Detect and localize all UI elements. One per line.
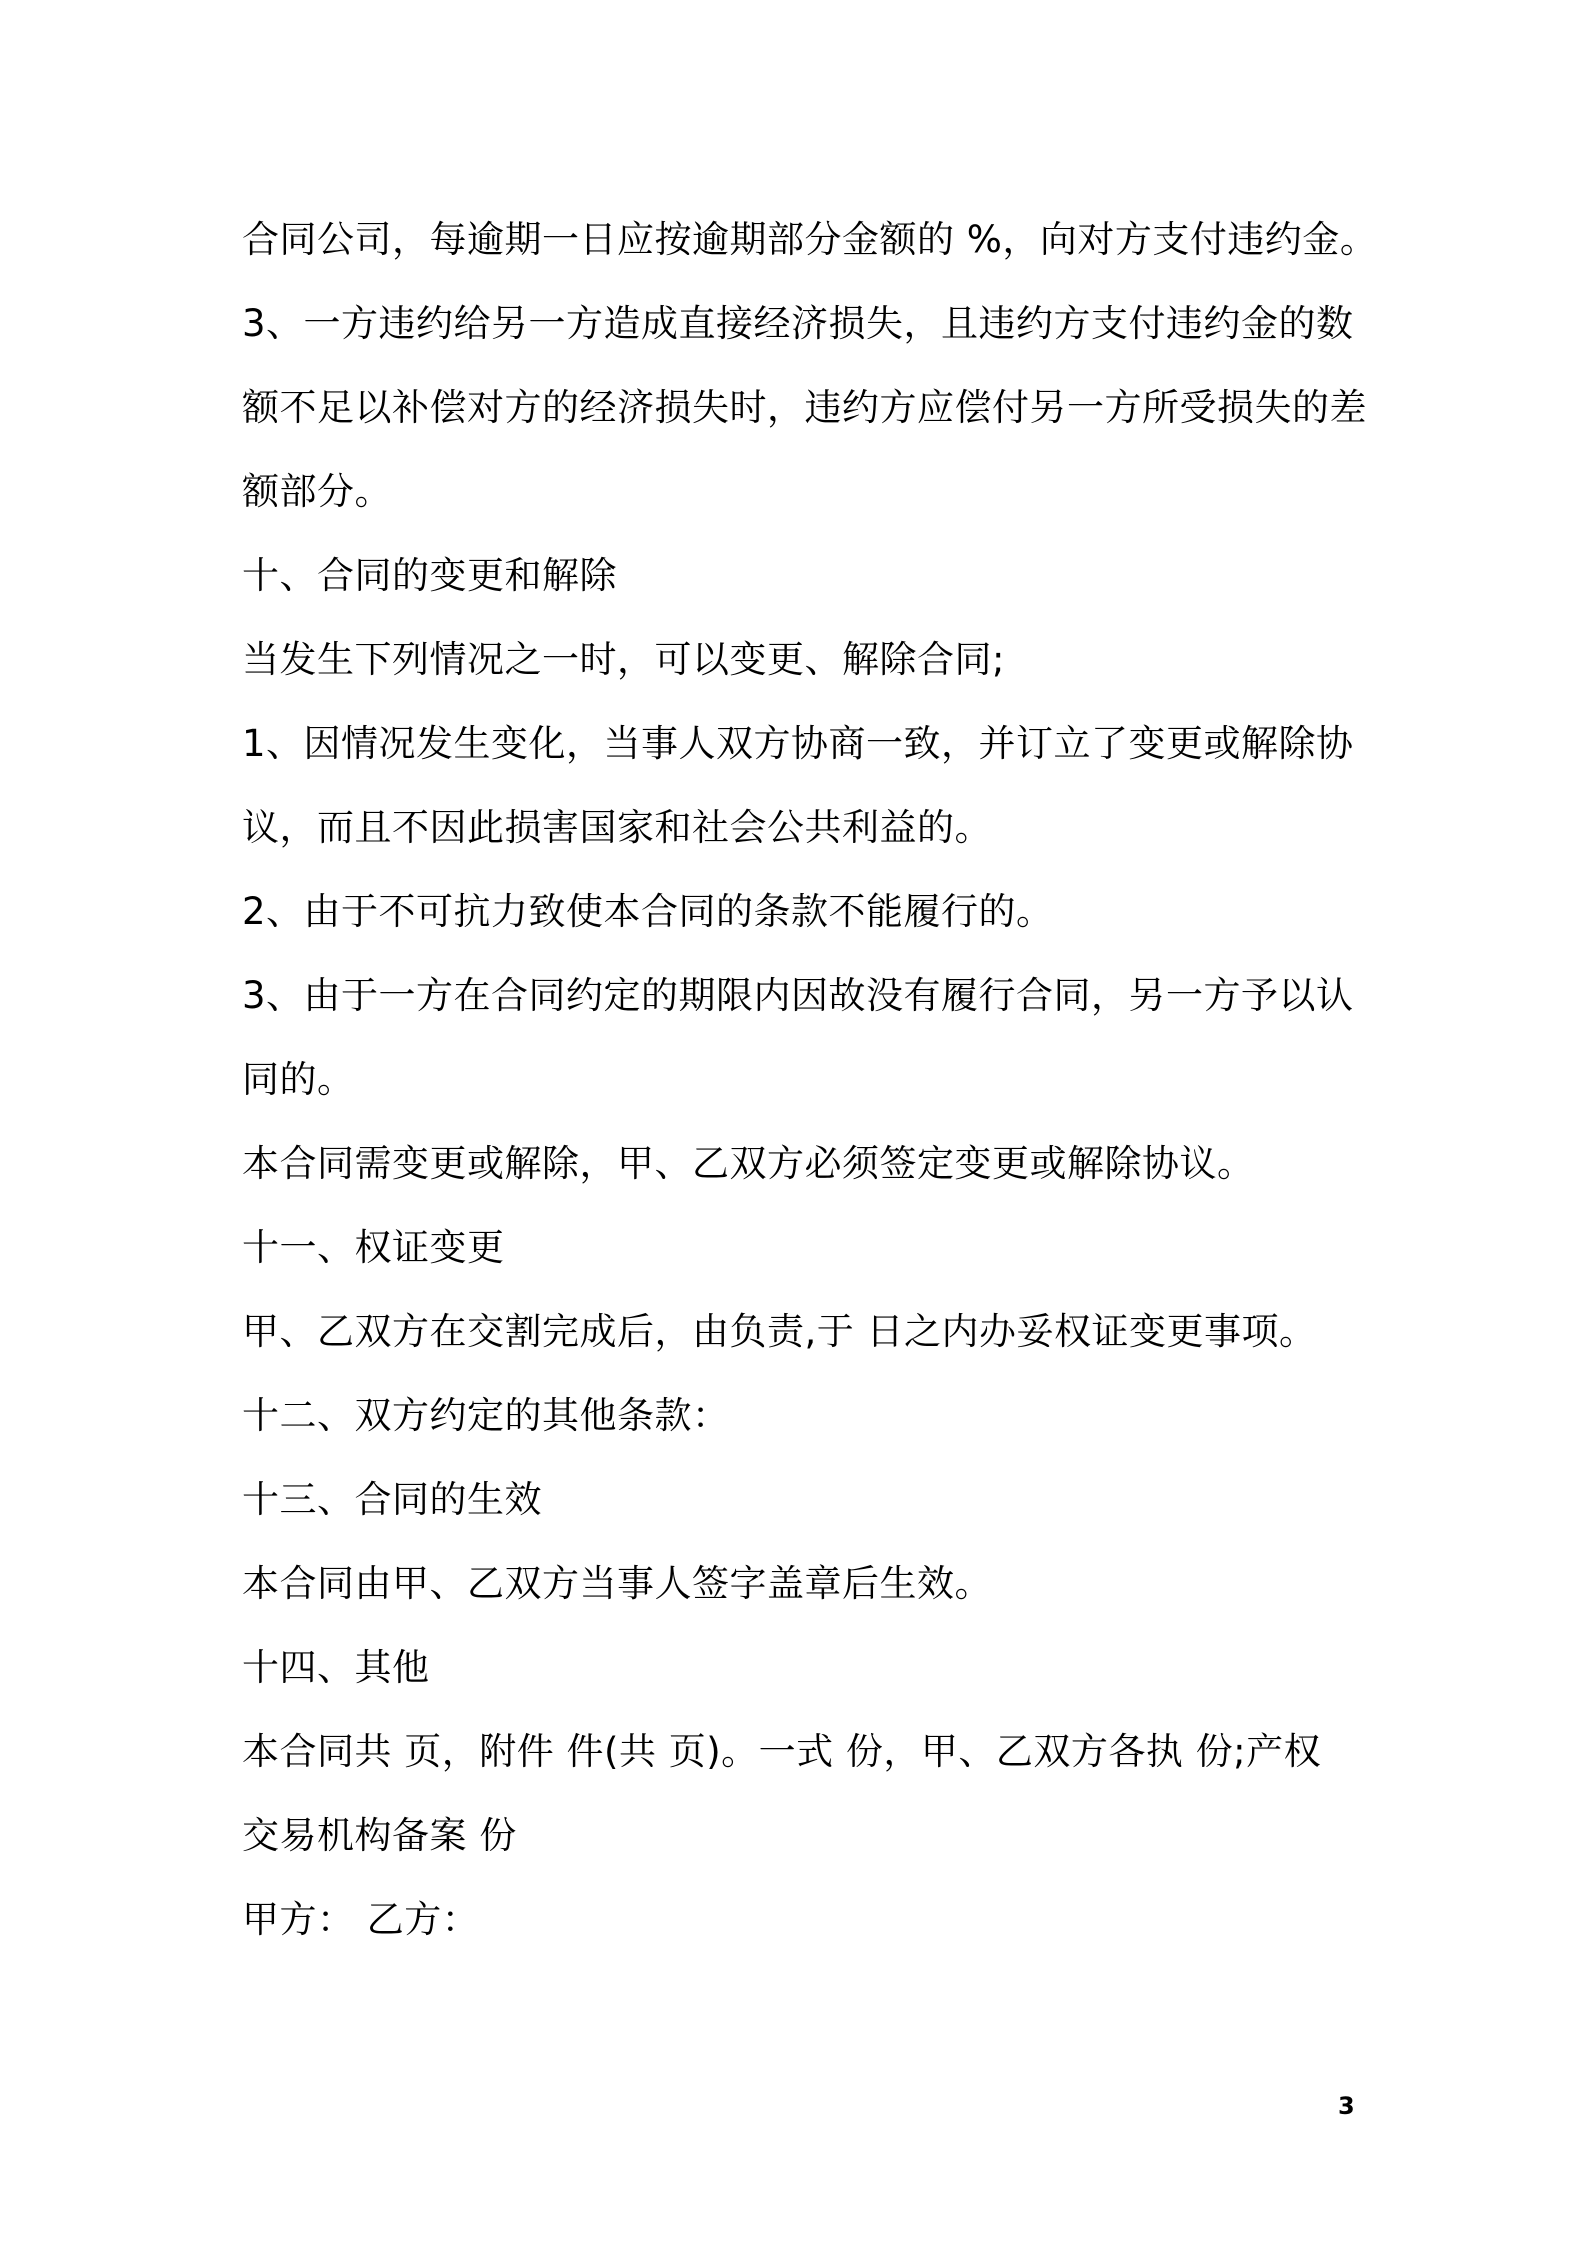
section-heading: 十三、合同的生效 [242, 1478, 542, 1521]
text-line: 交易机构备案 份 [242, 1814, 517, 1857]
text-line: 3、一方违约给另一方造成直接经济损失，且违约方支付违约金的数 [242, 302, 1354, 345]
text-line: 额部分。 [242, 470, 392, 513]
text-line: 2、由于不可抗力致使本合同的条款不能履行的。 [242, 890, 1054, 933]
text-line: 1、因情况发生变化，当事人双方协商一致，并订立了变更或解除协 [242, 722, 1354, 765]
text-line: 本合同需变更或解除，甲、乙双方必须签定变更或解除协议。 [242, 1142, 1255, 1185]
document-body [242, 198, 1378, 1962]
section-heading: 十四、其他 [242, 1646, 430, 1689]
text-line: 议，而且不因此损害国家和社会公共利益的。 [242, 806, 992, 849]
text-line: 本合同由甲、乙双方当事人签字盖章后生效。 [242, 1562, 992, 1605]
signature-line: 甲方： 乙方： [242, 1898, 480, 1941]
page-number: 3 [1338, 2092, 1355, 2120]
text-line: 当发生下列情况之一时，可以变更、解除合同; [242, 638, 1005, 681]
text-line: 合同公司，每逾期一日应按逾期部分金额的 %，向对方支付违约金。 [242, 218, 1378, 261]
text-line: 3、由于一方在合同约定的期限内因故没有履行合同，另一方予以认 [242, 974, 1354, 1017]
section-heading: 十二、双方约定的其他条款： [242, 1394, 730, 1437]
section-heading: 十、合同的变更和解除 [242, 554, 617, 597]
text-line: 同的。 [242, 1058, 355, 1101]
section-heading: 十一、权证变更 [242, 1226, 505, 1269]
text-line: 额不足以补偿对方的经济损失时，违约方应偿付另一方所受损失的差 [242, 386, 1367, 429]
text-line: 本合同共 页，附件 件(共 页)。一式 份，甲、乙双方各执 份;产权 [242, 1730, 1322, 1773]
text-line: 甲、乙双方在交割完成后，由负责,于 日之内办妥权证变更事项。 [242, 1310, 1317, 1353]
